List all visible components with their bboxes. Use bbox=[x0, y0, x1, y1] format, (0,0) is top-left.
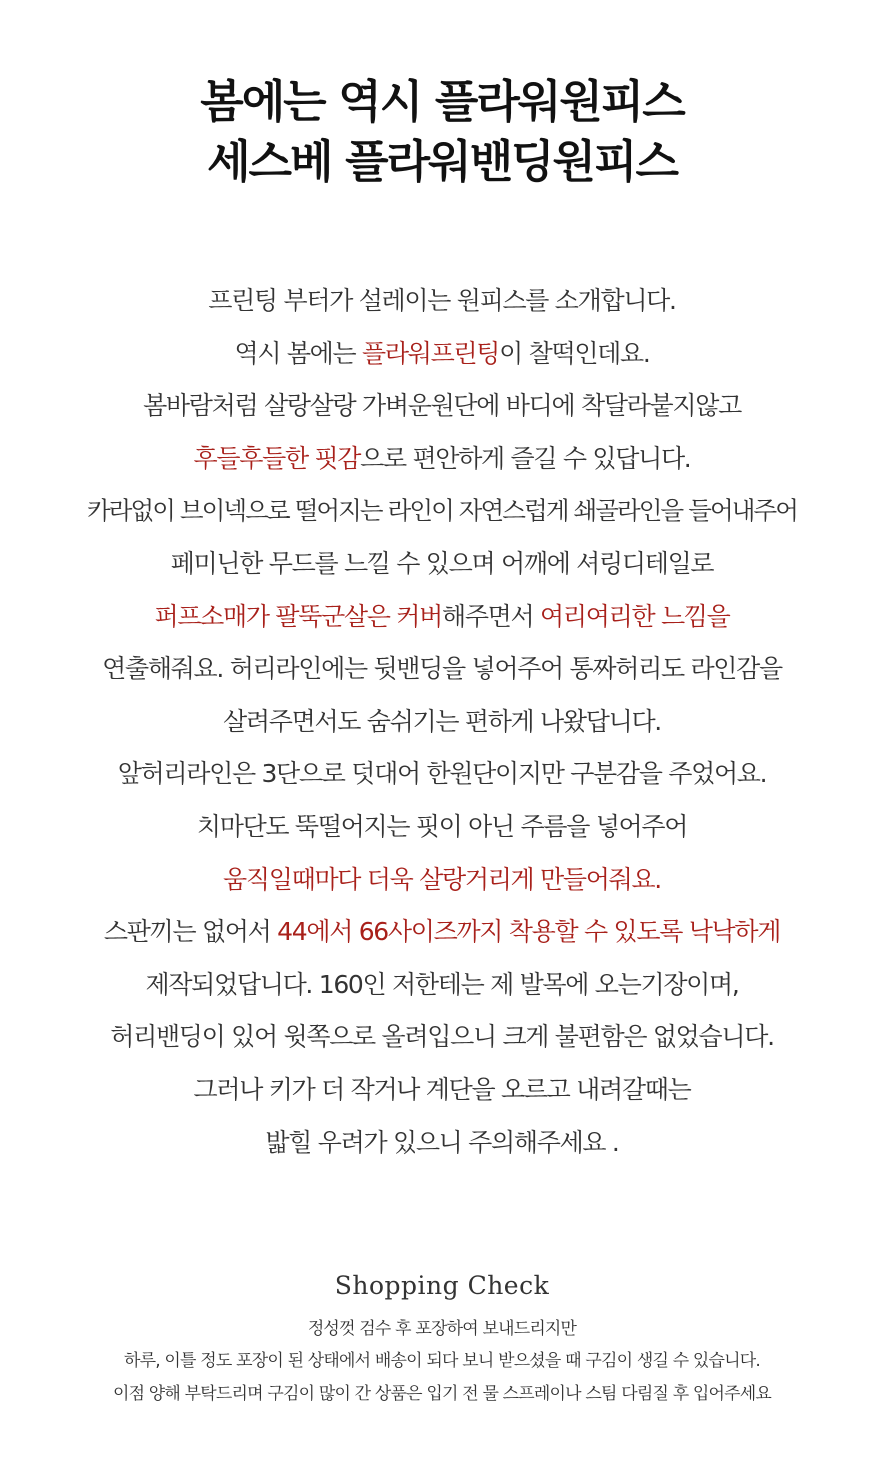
description-text: 그러나 키가 더 작거나 계단을 오르고 내려갈때는 bbox=[193, 1074, 691, 1104]
description-line bbox=[0, 696, 884, 749]
description-text: 제작되었답니다. 160인 저한테는 제 발목에 오는기장이며, bbox=[145, 969, 739, 999]
product-description bbox=[0, 275, 884, 1169]
description-line bbox=[0, 538, 884, 591]
description-text: 연출해줘요. 허리라인에는 뒷밴딩을 넣어주어 통짜허리도 라인감을 bbox=[102, 654, 782, 684]
description-line bbox=[0, 906, 884, 959]
shopping-check-title: Shopping Check bbox=[334, 1271, 550, 1300]
description-text: 살려주면서도 숨쉬기는 편하게 나왔답니다. bbox=[223, 706, 661, 736]
description-line bbox=[0, 485, 884, 538]
description-text: 카라없이 브이넥으로 떨어지는 라인이 자연스럽게 쇄골라인을 들어내주어 bbox=[86, 496, 798, 526]
highlight-text: 플라워프린팅 bbox=[362, 338, 500, 368]
description-line bbox=[0, 275, 884, 328]
description-line bbox=[0, 1117, 884, 1170]
description-text: 이 찰떡인데요. bbox=[499, 338, 650, 368]
shopping-check-notice bbox=[0, 1313, 884, 1410]
description-text: 으로 편안하게 즐길 수 있답니다. bbox=[360, 443, 691, 473]
description-line bbox=[0, 591, 884, 644]
description-text: 역시 봄에는 bbox=[234, 338, 363, 368]
description-line bbox=[0, 1064, 884, 1117]
description-text: 해주면서 bbox=[441, 601, 541, 631]
description-text: 스판끼는 없어서 bbox=[103, 917, 278, 947]
highlight-text: 후들후들한 핏감 bbox=[193, 443, 361, 473]
description-text: 허리밴딩이 있어 윗쪽으로 올려입으니 크게 불편함은 없었습니다. bbox=[110, 1022, 774, 1052]
description-line bbox=[0, 959, 884, 1012]
description-line bbox=[0, 801, 884, 854]
page-title-line-2: 세스베 플라워밴딩원피스 bbox=[207, 135, 677, 188]
shopping-check-line: 정성껏 검수 후 포장하여 보내드리지만 bbox=[307, 1319, 577, 1339]
highlight-text: 여리여리한 느낌을 bbox=[540, 601, 730, 631]
description-line bbox=[0, 854, 884, 907]
shopping-check-line: 하루, 이틀 정도 포장이 된 상태에서 배송이 되다 보니 받으셨을 때 구김이 생길 수 있습니다. bbox=[123, 1351, 761, 1372]
description-line bbox=[0, 748, 884, 801]
description-text: 밟힐 우려가 있으니 주의해주세요 . bbox=[265, 1127, 619, 1157]
description-text: 프린팅 부터가 설레이는 원피스를 소개합니다. bbox=[208, 286, 676, 315]
highlight-text: 퍼프소매가 팔뚝군살은 커버 bbox=[154, 601, 442, 631]
description-line bbox=[0, 1011, 884, 1064]
description-line bbox=[0, 433, 884, 486]
description-text: 치마단도 뚝떨어지는 핏이 아닌 주름을 넣어주어 bbox=[196, 811, 688, 841]
description-text: 봄바람처럼 살랑살랑 가벼운원단에 바디에 착달라붙지않고 bbox=[143, 391, 741, 421]
description-text: 페미닌한 무드를 느낄 수 있으며 어깨에 셔링디테일로 bbox=[170, 548, 714, 578]
shopping-check-line: 이점 양해 부탁드리며 구김이 많이 간 상품은 입기 전 물 스프레이나 스팀 다림질 후 입어주세요 bbox=[112, 1383, 772, 1404]
description-line bbox=[0, 380, 884, 433]
description-line bbox=[0, 328, 884, 381]
highlight-text: 움직일때마다 더욱 살랑거리게 만들어줘요. bbox=[223, 864, 661, 894]
description-line bbox=[0, 643, 884, 696]
description-text: 앞허리라인은 3단으로 덧대어 한원단이지만 구분감을 주었어요. bbox=[117, 759, 767, 789]
page-title-line-1: 봄에는 역시 플라워원피스 bbox=[200, 75, 684, 128]
highlight-text: 44에서 66사이즈까지 착용할 수 있도록 낙낙하게 bbox=[277, 917, 781, 947]
